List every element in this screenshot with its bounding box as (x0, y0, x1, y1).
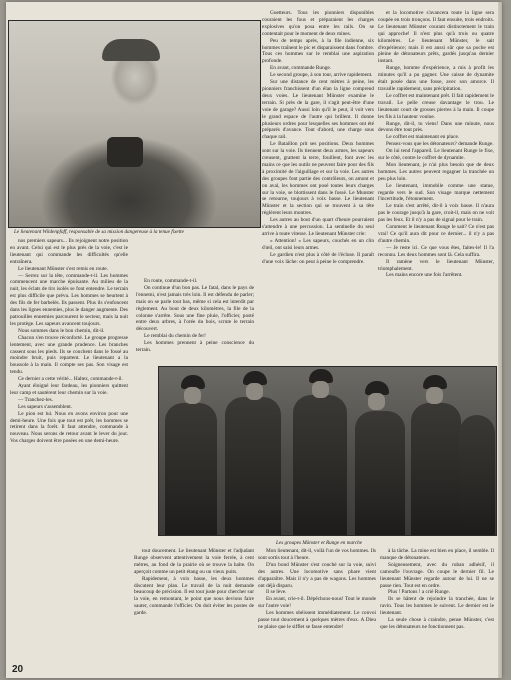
text-column-3-top (378, 10, 494, 362)
page-number: 20 (12, 664, 24, 675)
face-shape (246, 383, 263, 400)
face-shape (368, 393, 385, 410)
text-column-1 (10, 238, 128, 660)
text-column-2-middle (136, 278, 254, 362)
paragraph: Pensez-vous que les détonateurs? demande Runge. (386, 141, 494, 148)
paragraph: Les hommes obéissent immédiatement. Le convoi passe tout doucement à quelques mètres d'eux. A Dieu ne plaise que le sifflet se fasse entendre! (258, 610, 376, 630)
paragraph: Guetteurs. Tous les pionniers disponibles couraient les fous et préparaient les charges explosives qu'on posa entre les rails. On se contentait pour le moment de deux mines. (262, 10, 374, 37)
bottom-photo-caption: Les groupes Mänster et Runge en marche (276, 540, 363, 546)
soldier-figure (411, 403, 461, 535)
paragraph: Plus ! Partons ! a crié Runge. (388, 589, 450, 596)
paragraph: En avant, crie-t-il. Dépêchons-nous! Tout le monde sur l'autre voie! (258, 596, 376, 610)
soldiers-photo (158, 366, 497, 536)
soldier-figure (459, 415, 495, 535)
paragraph: Chacun s'en trouve réconforté. Le groupe progresse lentement, avec une grande prudence. Les branches cassent sous les pieds. Ils se couchent dans le fossé au moindre bruit, puis repartent. Le lieutenant a la boussole à la main. Il compte ses pas. Son visage est tendu. (10, 334, 128, 376)
paragraph: Sur une distance de cent mètres à peine, les pionniers franchissent d'un élan la ligne comprend deux voies. Le lieutenant Münster examine le terrain. Si près de la gare, il s'agit peut-être d'une voie de garage? Aussi loin qu'il le peut, il voit vers le grand espace de l'autre qui brillent. Il donne plusieurs ordres pour lesquelles ses hommes ont été préparés d'avance. Tout d'abord, une charge sous chaque rail. (262, 79, 374, 141)
paragraph: Le pion est lui. Nous en avons environ pour une demi-heure. Une fois que tout est prêt, les hommes se retirent dans la forêt. Il faut attendre, commande à nouveau. Nous serons de retour avant le lever du jour. Vos charges doivent être posées en une demi-heure. (10, 410, 128, 445)
page-fold (498, 2, 502, 678)
paragraph: — Tranchez-les. (18, 396, 54, 403)
paragraph: Peu de temps après, à la file indienne, six hommes traînent le pic et disparaissent dans l'ombre. Tous ces hommes sur le remblai une aspiration profonde. (262, 37, 374, 65)
paragraph: D'un bond Münster s'est couché sur la voie, suivi des autres. Une locomotive sans phare vient d'apparaître. Mais il n'y a pas de wagons. Les hommes ont déjà disparu. (258, 561, 376, 589)
paragraph: Ayant éloigné leur fardeau, les pionniers quittent leur camp et sautèrent leur chemin sur la voie. (10, 383, 128, 396)
paragraph: Soigneusement, avec du ruban adhésif, il camoufle l'ouvrage. On coupe le dernier fil. Le lieutenant Münster regarde autour de lui. Il ne se passe rien. Tout est en ordre. (380, 561, 494, 589)
soldier-figure (355, 411, 405, 535)
text-column-4-bottom (380, 548, 494, 672)
field-cap-shape (102, 39, 160, 61)
paragraph: Le gardien n'est plus à côté de l'écluse. Il paraît d'une voix lâche: on peut à peine le comprendre. (262, 251, 374, 265)
face-shape (312, 381, 329, 398)
paragraph: Mon lieutenant, dit-il, voilà l'un de vos hommes. Ils sont sortis tout à l'heure. (258, 548, 376, 561)
soldier-figure (165, 403, 217, 535)
soldier-figure (225, 397, 281, 535)
text-column-3-bottom (258, 548, 376, 672)
paragraph: Le remblai du chemin de fer! (144, 333, 206, 340)
paragraph: Runge, dit-il, tu viens! Dans une minute, nous devons être tout près. (378, 120, 494, 134)
paragraph: La seule chose à craindre, pense Münster, c'est que les détonateurs ne fonctionnent pas. (380, 617, 494, 630)
paragraph: Ils se hâtent de rejoindre la tranchée, dans le ravin. Tous les hommes le suivent. Le dernier est le lieutenant. (380, 596, 494, 617)
paragraph: « Attention! » Les sapeurs, couchés en un clin d'œil, ont saisi leurs armes. (262, 237, 374, 251)
text-column-2-top (262, 10, 374, 265)
paragraph: Runge, homme d'expérience, a mis à profit les minutes qu'il a pu gagner. Une caisse de dynamite était posée dans une fosse, avec son amorce. Il travaille rapidement, sans précipitation. (378, 65, 494, 92)
paragraph: — Je reste ici. Ce que vous êtes, faites-le! Il l'a reconnu. Les deux hommes sont là. Cela suffira. (378, 244, 494, 258)
face-shape (426, 387, 443, 404)
paragraph: tout doucement. Le lieutenant Münster et l'adjudant Runge observent attentivement la voie ferrée, à cent mètres, au fond de la prairie où se trouve la halte. On aperçoit comme un petit étang ou un vieux puits. (134, 548, 254, 575)
paragraph: En route, commande-t-il. (144, 278, 198, 284)
soldier-figure (293, 395, 347, 535)
face-shape (184, 387, 201, 404)
paragraph: Les mains encore une fois l'arrêtent. (386, 272, 463, 279)
paragraph: Le coffret est maintenant en place. (386, 134, 460, 141)
paragraph: Nous sommes dans le bon chemin, dit-il. (18, 327, 105, 334)
paragraph: En avant, commande Runge. (270, 65, 332, 72)
paragraph: Le second groupe, à son tour, arrive rapidement. (270, 72, 373, 79)
paragraph: nos premiers sapeurs... Ils rejoignent notre position en avant. Celui qui est le plus près de la voie, c'est le lieutenant qui commande les difficultés qu'elle entraînera. (10, 238, 128, 265)
paragraph: Le coffret est maintenant prêt. Il fait rapidement le travail. Le pelle creuse davantage le trou. Le lieutenant court de grosses pierres à la main. Il coupe les fils à la hauteur voulue. (378, 92, 494, 120)
paragraph: et la locomotive s'avancera toute la ligne sera coupée en trois tronçons. Il faut ensuite, trois endroits. Le lieutenant Münster courant distinctement le train qui approche! Il n'est plus qu'à trois ou quatre kilomètres. Le lieutenant Münster, le sait d'expérience; mais il est aussi sûr que sa poche est pleine de détonateurs prêts, gardés jusqu'au dernier instant. (378, 10, 494, 65)
paragraph: Le train s'est arrêté, dit-il à voix basse. Il n'aura pas le courage jusqu'à la gare, croit-il, mais on ne voit pas les feux. Et il n'y a pas de signal pour le train. (378, 203, 494, 224)
paragraph: Ce dernier a cette vérité... Haltez, commande-t-il. (18, 376, 123, 383)
paragraph: Mon lieutenant, je n'ai plus besoin que de deux hommes. Les autres peuvent regagner la tranchée un peu plus loin. (378, 161, 494, 182)
magazine-page (6, 2, 502, 678)
paragraph: Les autres au bout d'un quart d'heure pourraient s'attendre à une percussion. La sentinelle du seul arrive à toute vitesse. Le lieutenant Münster crie: (262, 217, 374, 237)
paragraph: Comment le lieutenant Runge le sait? Ce n'est pas vrai! Ce qu'il aura dit pour ce dernier... il n'y a pas d'autre chemin. (378, 224, 494, 244)
paragraph: Les hommes prennent à peine conscience du terrain. (136, 340, 254, 354)
paragraph: Il ramène vers le lieutenant Münster, triomphalement. (378, 258, 494, 272)
paragraph: Rapidement, à voix basse, les deux hommes discutent leur plan. Le travail de la nuit demande beaucoup de précision. Il est tout juste pour chercher sur la voie, en remontant, le point que nous devions faire sauter, commande l'officier. On doit éviter les postes de garde. (134, 575, 254, 617)
top-photo-caption: Le lieutenant Wildenpfaff, responsable de sa mission dangereuse à la tenue fixette (14, 229, 184, 235)
paragraph: Le lieutenant, immobile comme une statue, regarde vers le sud. Son visage marque nettement l'incertitude, l'étonnement. (378, 182, 494, 203)
binoculars-shape (107, 137, 143, 167)
officer-photo (8, 20, 261, 228)
paragraph: Le Bataillon prit ses positions. Deux hommes sont sur la voie. Ils tiennent deux armes, les sapeurs creusent, grattent la terre, fouillent, font avec les mains ce que les outils ne peuvent faire pour des fils à proximité de l'aiguillage et sur la voie. Les autres des groupes font partie des contrôleurs, on amont et on aval, les hommes ont posé toutes leurs charges sur la voie, se blottissent dans le fossé. Le Munster se retourne, toujours à voix basse. Le lieutenant Münster et la section qui se trouvent à sa tête réglèrent leurs montres. (262, 141, 374, 217)
text-column-2-bottom (134, 548, 254, 672)
paragraph: Le lieutenant Münster s'est remis en route. (18, 265, 108, 272)
paragraph: — Serrez sur la tête, commande-t-il. Les hommes commencent une marche épuisante. Au milieu de la nuit, les éclats de tirs isolés se font entendre. Le terrain est plus difficile que prévu. Les hommes se heurtent à des fils de fer barbelés. Ils passent. Plus ils s'enfoncent dans les lignes ennemies, plus le danger augmente. Des patrouilles ennemies parcourent le secteur, mais la nuit les protège. Les sapeurs avancent toujours. (10, 272, 128, 327)
paragraph: à la tâche. La mine est bien en place, il semble. Il manque de détonateurs. (380, 548, 494, 561)
paragraph: Les sapeurs s'assemblent. (18, 403, 73, 410)
paragraph: Il se lève. (266, 589, 287, 596)
paragraph: On lui tend l'appareil. Le lieutenant Runge le fixe, sur le côté, contre le coffret de dynamite. (378, 148, 494, 162)
paragraph: On continue d'un bon pas. Le fatal, dans le pays de l'ennemi, n'est jamais très loin. Il est défendu de parler; mais on se parle tout bas, même si cela est interdit par règlement. Au bout de deux kilomètres, la file de la colonne s'arrête. Sous une fine pluie, l'officier, posté entre deux arbres, à l'orée du bois, scrute le terrain découvert. (136, 284, 254, 333)
